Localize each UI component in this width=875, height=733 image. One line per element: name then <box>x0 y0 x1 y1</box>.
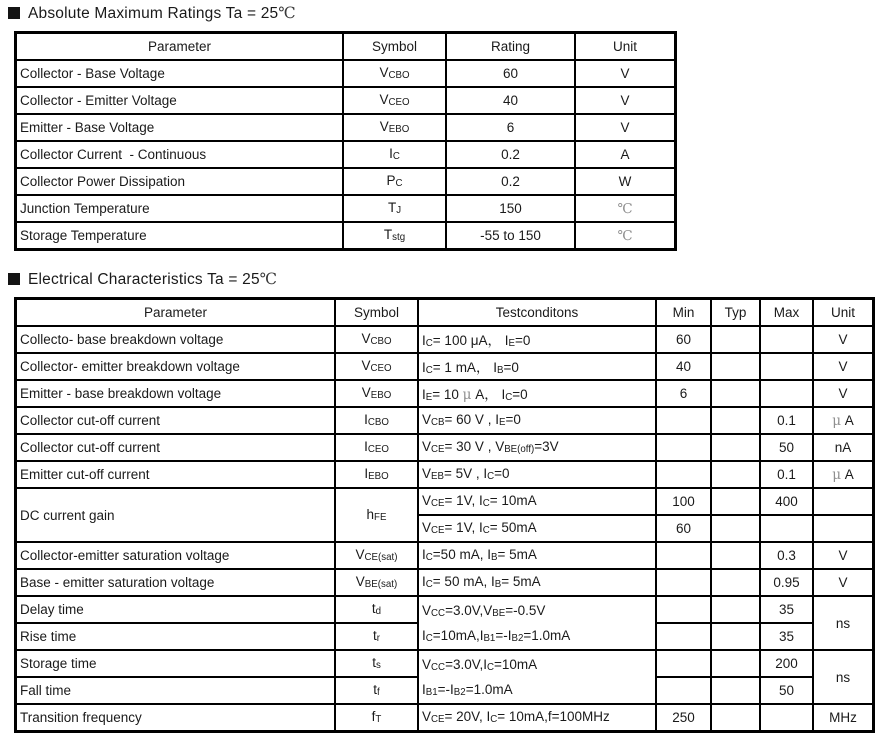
subscript: r <box>376 633 380 645</box>
table-row <box>16 434 874 461</box>
table-cell <box>711 488 760 515</box>
subscript: BE(sat) <box>364 579 398 591</box>
table-cell: Rise time <box>16 623 336 650</box>
column-header: Testconditons <box>418 299 656 327</box>
table-cell <box>575 222 676 250</box>
table-cell <box>813 488 874 515</box>
table-cell <box>656 677 711 704</box>
table-cell <box>711 677 760 704</box>
subscript: C <box>486 662 495 674</box>
table-row <box>16 488 874 515</box>
table-cell: 50 <box>760 434 813 461</box>
table-cell: Delay time <box>16 596 336 623</box>
table-cell: Collecto- base breakdown voltage <box>16 326 336 353</box>
section-title <box>0 4 821 22</box>
table-cell: IC= 50 mA, IB= 5mA <box>418 569 656 596</box>
table-cell: V <box>813 569 874 596</box>
subscript: C <box>490 714 498 726</box>
table-cell: Collector Current - Continuous <box>16 141 344 168</box>
subscript: stg <box>392 232 406 244</box>
table-cell: VEBO <box>335 380 418 407</box>
table-cell: DC current gain <box>16 488 336 542</box>
table-cell <box>656 461 711 488</box>
abs-max-ratings-section <box>0 4 821 251</box>
table-cell: Transition frequency <box>16 704 336 732</box>
table-row <box>16 542 874 569</box>
table-cell: TJ <box>343 195 446 222</box>
table-cell: VCB= 60 V , IE=0 <box>418 407 656 434</box>
header-row <box>16 299 874 327</box>
subscript: EB <box>431 471 444 483</box>
table-body <box>16 60 676 250</box>
subscript: CEO <box>370 363 392 375</box>
subscript: C <box>425 365 433 377</box>
table-cell <box>656 407 711 434</box>
condition-line: VCC=3.0V,VBE=-0.5V <box>422 603 546 620</box>
subscript: BE(off) <box>504 444 535 456</box>
header-row <box>16 33 676 61</box>
table-cell: V <box>813 542 874 569</box>
table-row <box>16 326 874 353</box>
table-cell <box>711 515 760 542</box>
table-cell: 35 <box>760 596 813 623</box>
condition-line: IC=10mA,IB1=-IB2=1.0mA <box>422 628 571 645</box>
table-cell: ICEO <box>335 434 418 461</box>
table-row <box>16 222 676 250</box>
table-row <box>16 114 676 141</box>
table-cell: Emitter - Base Voltage <box>16 114 344 141</box>
table-cell: W <box>575 168 676 195</box>
abs-max-ratings-table <box>14 31 677 251</box>
table-cell: ns <box>813 650 874 704</box>
table-cell <box>711 380 760 407</box>
table-row <box>16 168 676 195</box>
subscript: CC <box>431 608 446 620</box>
table-cell: IC=50 mA, IB= 5mA <box>418 542 656 569</box>
table-cell: V <box>575 60 676 87</box>
table-cell <box>760 353 813 380</box>
table-cell: VCEO <box>343 87 446 114</box>
table-cell <box>711 623 760 650</box>
table-row <box>16 650 874 677</box>
subscript: CE <box>431 498 445 510</box>
table-cell: ICBO <box>335 407 418 434</box>
table-cell: IE= 10 μ A， IC=0 <box>418 380 656 407</box>
subscript: B <box>496 365 504 377</box>
subscript: B2 <box>511 633 524 645</box>
condition-line: VCC=3.0V,IC=10mA <box>422 657 538 674</box>
table-cell <box>711 704 760 732</box>
subscript: CE <box>431 525 445 537</box>
subscript: f <box>377 687 380 699</box>
subscript: J <box>396 205 402 217</box>
subscript: CC <box>431 662 446 674</box>
table-cell <box>656 623 711 650</box>
table-cell: VBE(sat) <box>335 569 418 596</box>
table-cell: μ A <box>813 461 874 488</box>
table-cell: VCE= 30 V , VBE(off)=3V <box>418 434 656 461</box>
table-cell: VEB= 5V , IC=0 <box>418 461 656 488</box>
subscript: E <box>425 392 433 404</box>
table-cell: 150 <box>446 195 575 222</box>
table-cell: ts <box>335 650 418 677</box>
table-header <box>16 33 676 61</box>
table-cell: Emitter cut-off current <box>16 461 336 488</box>
table-cell: Collector Power Dissipation <box>16 168 344 195</box>
table-cell <box>656 569 711 596</box>
table-cell: 0.95 <box>760 569 813 596</box>
table-cell: -55 to 150 <box>446 222 575 250</box>
table-cell: tf <box>335 677 418 704</box>
subscript: EBO <box>388 124 410 136</box>
subscript: E <box>508 338 515 350</box>
table-cell: μ A <box>813 407 874 434</box>
table-cell: 40 <box>656 353 711 380</box>
table-cell: fT <box>335 704 418 732</box>
subscript: EBO <box>368 471 389 483</box>
table-cell: 0.2 <box>446 168 575 195</box>
table-cell: VCEO <box>335 353 418 380</box>
subscript: CEO <box>388 97 410 109</box>
table-cell: VCE= 1V, IC= 50mA <box>418 515 656 542</box>
table-cell: Emitter - base breakdown voltage <box>16 380 336 407</box>
light-glyph: μ <box>832 466 841 483</box>
table-row <box>16 596 874 623</box>
table-cell: Tstg <box>343 222 446 250</box>
table-cell: V <box>575 87 676 114</box>
table-cell: 50 <box>760 677 813 704</box>
light-glyph: ℃ <box>259 269 278 288</box>
subscript: C <box>487 471 495 483</box>
table-row <box>16 60 676 87</box>
table-cell: 0.1 <box>760 407 813 434</box>
table-row <box>16 407 874 434</box>
subscript: B <box>494 579 502 591</box>
light-glyph: ℃ <box>278 3 296 22</box>
subscript: C <box>505 392 513 404</box>
table-body <box>16 326 874 732</box>
condition-line: IB1=-IB2=1.0mA <box>422 682 513 699</box>
table-cell <box>711 434 760 461</box>
table-cell <box>711 650 760 677</box>
table-cell: 60 <box>446 60 575 87</box>
black-square-bullet-icon <box>8 273 20 285</box>
table-cell <box>711 461 760 488</box>
table-cell: nA <box>813 434 874 461</box>
column-header: Unit <box>813 299 874 327</box>
table-cell <box>711 542 760 569</box>
black-square-bullet-icon <box>8 7 20 19</box>
table-cell <box>760 515 813 542</box>
table-cell <box>711 407 760 434</box>
column-header: Max <box>760 299 813 327</box>
table-cell: 100 <box>656 488 711 515</box>
subscript: CBO <box>370 336 392 348</box>
table-cell: 0.1 <box>760 461 813 488</box>
table-cell: VEBO <box>343 114 446 141</box>
subscript: B1 <box>483 633 496 645</box>
table-row <box>16 461 874 488</box>
table-cell <box>711 326 760 353</box>
column-header: Rating <box>446 33 575 61</box>
subscript: C <box>392 151 400 163</box>
table-row <box>16 141 676 168</box>
light-glyph: μ <box>462 387 472 404</box>
table-cell: hFE <box>335 488 418 542</box>
electrical-characteristics-table <box>14 297 875 733</box>
table-cell: ns <box>813 596 874 650</box>
table-cell: VCE= 1V, IC= 10mA <box>418 488 656 515</box>
table-row <box>16 569 874 596</box>
subscript: CEO <box>367 444 389 456</box>
table-cell <box>575 195 676 222</box>
subscript: FE <box>374 512 387 524</box>
table-cell: Fall time <box>16 677 336 704</box>
subscript: d <box>375 606 382 618</box>
table-cell <box>711 569 760 596</box>
table-cell: Storage Temperature <box>16 222 344 250</box>
table-cell: VCE= 20V, IC= 10mA,f=100MHz <box>418 704 656 732</box>
table-cell <box>760 380 813 407</box>
table-header <box>16 299 874 327</box>
light-glyph: ℃ <box>617 200 633 217</box>
table-cell: PC <box>343 168 446 195</box>
table-row <box>16 87 676 114</box>
table-cell: IEBO <box>335 461 418 488</box>
subscript: s <box>375 660 381 672</box>
subscript: EBO <box>370 390 392 402</box>
table-cell: 200 <box>760 650 813 677</box>
table-cell: VCBO <box>343 60 446 87</box>
section-title-text: Electrical Characteristics Ta = 25℃ <box>28 269 278 288</box>
table-cell: Junction Temperature <box>16 195 344 222</box>
subscript: C <box>425 338 433 350</box>
subscript: BE <box>492 608 506 620</box>
table-row <box>16 704 874 732</box>
table-cell: 400 <box>760 488 813 515</box>
table-row <box>16 380 874 407</box>
table-cell <box>813 515 874 542</box>
table-cell: VCE(sat) <box>335 542 418 569</box>
table-cell: Base - emitter saturation voltage <box>16 569 336 596</box>
table-cell: IC= 100 μA， IE=0 <box>418 326 656 353</box>
subscript: CE <box>431 444 445 456</box>
table-cell: V <box>813 326 874 353</box>
table-cell <box>656 434 711 461</box>
table-cell: IC= 1 mA， IB=0 <box>418 353 656 380</box>
table-cell: 250 <box>656 704 711 732</box>
subscript: CBO <box>388 70 410 82</box>
table-cell: tr <box>335 623 418 650</box>
column-header: Min <box>656 299 711 327</box>
subscript: T <box>375 714 382 726</box>
table-row <box>16 195 676 222</box>
section-title <box>0 270 821 288</box>
subscript: C <box>425 579 433 591</box>
table-cell <box>711 353 760 380</box>
table-cell: Collector - Emitter Voltage <box>16 87 344 114</box>
column-header: Typ <box>711 299 760 327</box>
table-cell <box>760 326 813 353</box>
table-cell: VCBO <box>335 326 418 353</box>
table-cell: Storage time <box>16 650 336 677</box>
subscript: C <box>425 552 433 564</box>
table-row <box>16 353 874 380</box>
table-cell: 35 <box>760 623 813 650</box>
table-cell: 40 <box>446 87 575 114</box>
subscript: B1 <box>425 687 438 699</box>
subscript: B2 <box>453 687 466 699</box>
subscript: C <box>482 525 490 537</box>
table-cell: A <box>575 141 676 168</box>
table-cell: V <box>575 114 676 141</box>
subscript: CBO <box>367 417 389 429</box>
table-cell: Collector cut-off current <box>16 407 336 434</box>
table-cell: Collector- emitter breakdown voltage <box>16 353 336 380</box>
table-cell: MHz <box>813 704 874 732</box>
column-header: Symbol <box>335 299 418 327</box>
subscript: C <box>482 498 490 510</box>
table-cell: 6 <box>656 380 711 407</box>
subscript: E <box>498 417 506 429</box>
table-cell <box>760 704 813 732</box>
subscript: CE <box>431 714 445 726</box>
table-cell: V <box>813 353 874 380</box>
table-cell <box>711 596 760 623</box>
subscript: CE(sat) <box>364 552 398 564</box>
table-cell <box>656 596 711 623</box>
subscript: C <box>395 178 403 190</box>
table-cell: Collector cut-off current <box>16 434 336 461</box>
table-cell <box>656 650 711 677</box>
table-cell <box>656 542 711 569</box>
table-cell: td <box>335 596 418 623</box>
table-cell: Collector-emitter saturation voltage <box>16 542 336 569</box>
table-cell: V <box>813 380 874 407</box>
light-glyph: μ <box>832 412 841 429</box>
subscript: B <box>490 552 498 564</box>
electrical-characteristics-section <box>0 269 857 733</box>
table-cell: IC <box>343 141 446 168</box>
column-header: Parameter <box>16 299 336 327</box>
column-header: Unit <box>575 33 676 61</box>
table-cell <box>418 650 656 704</box>
column-header: Symbol <box>343 33 446 61</box>
table-cell: Collector - Base Voltage <box>16 60 344 87</box>
column-header: Parameter <box>16 33 344 61</box>
table-cell: 60 <box>656 515 711 542</box>
subscript: CB <box>431 417 445 429</box>
light-glyph: ℃ <box>617 227 633 244</box>
table-cell <box>418 596 656 650</box>
subscript: C <box>425 633 433 645</box>
section-title-text: Absolute Maximum Ratings Ta = 25℃ <box>28 3 296 22</box>
table-cell: 6 <box>446 114 575 141</box>
table-cell: 0.3 <box>760 542 813 569</box>
table-cell: 60 <box>656 326 711 353</box>
table-cell: 0.2 <box>446 141 575 168</box>
